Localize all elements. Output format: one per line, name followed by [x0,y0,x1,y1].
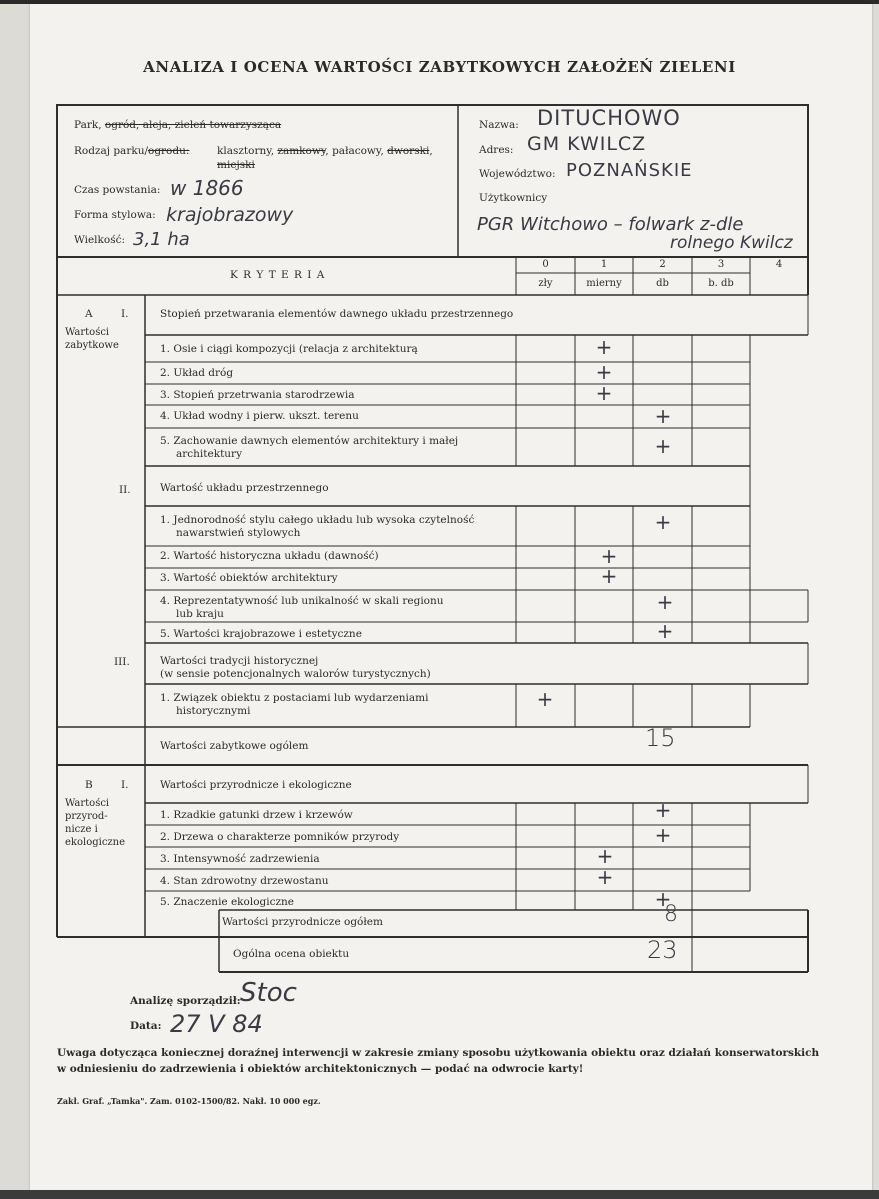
col-2-number: 2 [659,259,666,270]
group-a3-title-2: (w sensie potencjonalnych walorów turystycznych) [160,668,431,680]
date-value: 27 V 84 [170,1010,263,1038]
col-2-label: db [656,278,669,289]
row-b1-1-label: 1. Rzadkie gatunki drzew i krzewów [160,809,353,821]
row-a1-4-label: 4. Układ wodny i pierw. ukszt. terenu [160,410,359,422]
section-b-code: B [85,779,93,791]
address-value: GM KWILCZ [527,133,647,155]
mark-row-b1-3: + [596,844,614,868]
b-total-value: 8 [664,902,678,927]
row-a3-1-label-2: historycznymi [176,705,251,717]
form-title: ANALIZA I OCENA WARTOŚCI ZABYTKOWYCH ZAŁOŻEŃ ZIELENI [143,58,736,76]
section-b-name-3: nicze i [65,824,98,835]
section-b-roman-1: I. [121,779,129,791]
overall-value: 23 [647,936,678,964]
col-1-number: 1 [600,259,608,270]
col-3-label: b. db [708,278,734,289]
section-b-name-4: ekologiczne [65,837,126,848]
overall-label: Ogólna ocena obiektu [233,948,350,960]
analysis-author-label: Analizę sporządził: [130,995,241,1007]
mark-row-a1-5: + [654,434,672,458]
address-label: Adres: [479,144,514,156]
users-value-line2: rolnego Kwilcz [670,233,793,253]
section-a-roman-1: I. [121,308,129,320]
mark-row-a1-2: + [595,360,613,384]
mark-row-a2-1: + [654,510,672,534]
section-a-roman-2: II. [119,484,131,496]
row-b1-4-label: 4. Stan zdrowotny drzewostanu [160,875,329,887]
voivodeship-value: POZNAŃSKIE [566,160,693,181]
creation-time-value: w 1866 [170,176,244,200]
mark-row-a2-5: + [656,619,674,643]
row-a2-1-label-1: 1. Jednorodność stylu całego układu lub wysoka czytelność [160,514,475,526]
section-b-name-2: przyrod- [65,811,108,822]
row-a3-1-label-1: 1. Związek obiektu z postaciami lub wydarzeniami [160,692,429,704]
row-a2-1-label-2: nawarstwień stylowych [176,527,301,539]
name-label: Nazwa: [479,119,519,131]
col-4-number: 4 [775,259,783,270]
style-form-label: Forma stylowa: [74,209,156,221]
mark-row-b1-1: + [654,798,672,822]
mark-row-a1-3: + [595,381,613,405]
section-a-roman-3: III. [114,656,130,668]
footer-note [57,1045,837,1077]
users-label: Użytkownicy [479,192,548,204]
mark-row-b1-4: + [596,865,614,889]
mark-row-a2-4: + [656,590,674,614]
col-3-number: 3 [717,259,725,270]
row-b1-3-label: 3. Intensywność zadrzewienia [160,853,320,865]
size-value: 3,1 ha [133,229,190,250]
mark-row-a1-4: + [654,404,672,428]
park-kind-options: klasztorny, zamkowy, pałacowy, dworski, [217,145,433,157]
mark-row-a2-3: + [600,564,618,588]
size-label: Wielkość: [74,234,126,246]
section-b-name-1: Wartości [65,798,110,809]
mark-row-b1-5: + [654,887,672,911]
mark-row-a2-2: + [600,544,618,568]
mark-row-b1-2: + [654,823,672,847]
a-total-value: 15 [645,724,676,752]
row-a1-1-label: 1. Osie i ciągi kompozycji (relacja z architekturą [160,343,418,355]
row-a1-5-label-2: architektury [176,448,243,460]
row-a2-2-label: 2. Wartość historyczna układu (dawność) [160,550,379,562]
voivodeship-label: Województwo: [479,168,556,180]
section-a-code: A [85,308,93,320]
printer-note: Zakł. Graf. „Tamka". Zam. 0102-1500/82. Nakł. 10 000 egz. [57,1096,321,1106]
group-a2-title: Wartość układu przestrzennego [160,482,329,494]
row-a2-5-label: 5. Wartości krajobrazowe i estetyczne [160,628,362,640]
row-a1-2-label: 2. Układ dróg [160,367,234,379]
analysis-author-signature: Stoc [240,978,297,1008]
row-a2-4-label-2: lub kraju [176,608,224,620]
row-a1-5-label-1: 5. Zachowanie dawnych elementów architektury i małej [160,435,459,447]
users-value-line1: PGR Witchowo – folwark z-dle [477,214,744,235]
row-a2-4-label-1: 4. Reprezentatywność lub unikalność w skali regionu [160,595,444,607]
row-b1-2-label: 2. Drzewa o charakterze pomników przyrody [160,831,400,843]
park-kind-label: Rodzaj parku/ogrodu: [74,145,190,157]
section-a-name-1: Wartości [65,327,110,338]
row-b1-5-label: 5. Znaczenie ekologiczne [160,896,295,908]
col-0-number: 0 [542,259,549,270]
group-a1-title: Stopień przetwarania elementów dawnego układu przestrzennego [160,308,514,320]
mark-row-a1-1: + [595,335,613,359]
name-value: DITUCHOWO [537,106,681,130]
col-0-label: zły [538,278,553,289]
row-a2-3-label: 3. Wartość obiektów architektury [160,572,338,584]
criteria-header: K R Y T E R I A [230,269,326,281]
park-kind-option-city: miejski [217,159,255,171]
footer-note-line-2: w odniesieniu do zadrzewienia i obiektów architektonicznych — podać na odwrocie karty! [57,1063,584,1075]
b-total-label: Wartości przyrodnicze ogółem [222,916,383,928]
col-1-label: mierny [586,278,622,289]
section-a-name-2: zabytkowe [65,340,119,351]
style-form-value: krajobrazowy [166,204,294,226]
creation-time-label: Czas powstania: [74,184,161,196]
row-a1-3-label: 3. Stopień przetrwania starodrzewia [160,389,355,401]
park-type-line: Park, ogród, aleja, zieleń towarzysząca [74,119,282,131]
group-a3-title-1: Wartości tradycji historycznej [160,655,319,667]
mark-row-a3-1: + [536,687,554,711]
a-total-label: Wartości zabytkowe ogólem [160,740,309,752]
footer-note-line-1: Uwaga dotycząca koniecznej doraźnej interwencji w zakresie zmiany sposobu użytkowania obiektu oraz działań konserwatorskich [57,1047,820,1059]
date-label: Data: [130,1020,162,1032]
group-b1-title: Wartości przyrodnicze i ekologiczne [160,779,352,791]
